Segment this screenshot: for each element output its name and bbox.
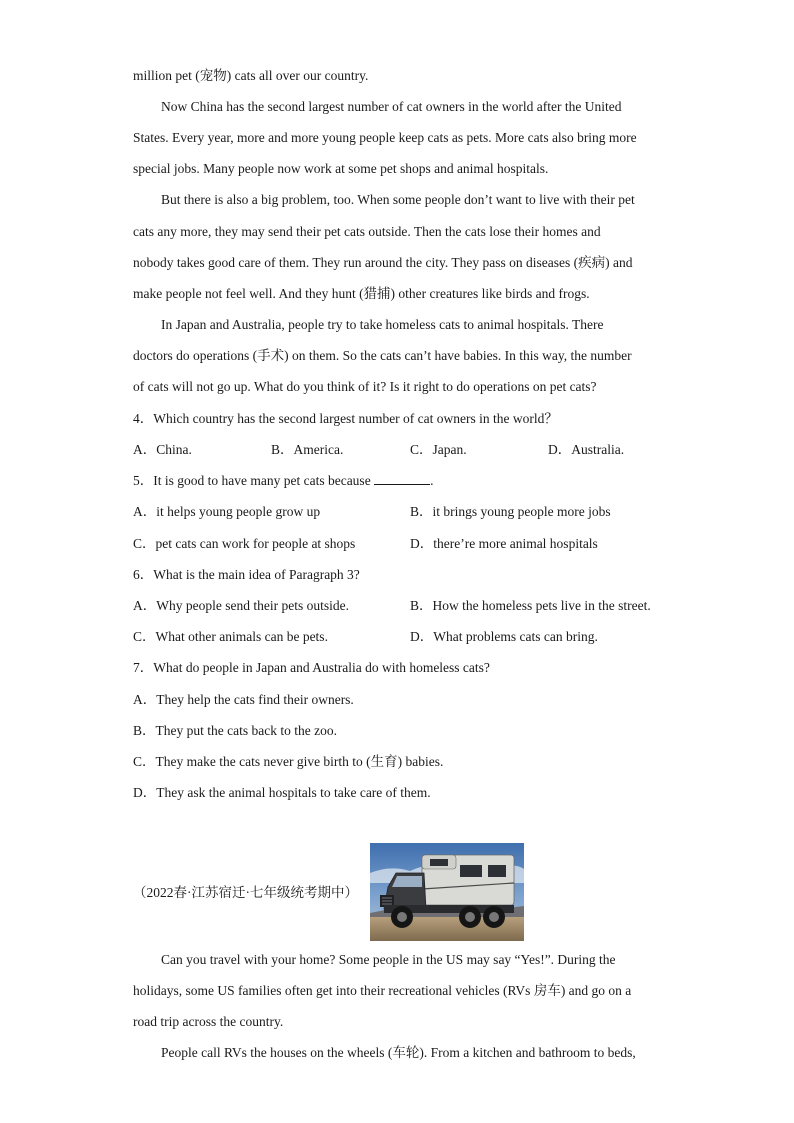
- source-label: （2022春·江苏宿迁·七年级统考期中）: [133, 885, 358, 900]
- question-stem: [133, 471, 433, 491]
- option-a[interactable]: A．it helps young people grow up: [133, 504, 321, 519]
- option-c[interactable]: C．pet cats can work for people at shops: [133, 536, 356, 551]
- option-b[interactable]: B．They put the cats back to the zoo.: [133, 723, 337, 738]
- passage-line: Now China has the second largest number of cat owners in the world after the United: [161, 99, 622, 114]
- passage-line: special jobs. Many people now work at some pet shops and animal hospitals.: [133, 161, 549, 176]
- passage-line: of cats will not go up. What do you think of it? Is it right to do operations on pet cats?: [133, 379, 597, 394]
- passage-line: doctors do operations (手术) on them. So the cats can’t have babies. In this way, the number: [133, 348, 632, 363]
- question-stem-text: 5．It is good to have many pet cats because: [133, 473, 375, 488]
- option-d[interactable]: D．They ask the animal hospitals to take care of them.: [133, 785, 431, 800]
- option-b[interactable]: B．it brings young people more jobs: [410, 504, 611, 519]
- option-a[interactable]: A．China.: [133, 442, 192, 457]
- passage-line: make people not feel well. And they hunt (猎捕) other creatures like birds and frogs.: [133, 286, 590, 301]
- passage-line: Can you travel with your home? Some people in the US may say “Yes!”. During the: [161, 952, 616, 967]
- passage-line: million pet (宠物) cats all over our country.: [133, 68, 369, 83]
- option-a[interactable]: A．Why people send their pets outside.: [133, 598, 349, 613]
- option-a[interactable]: A．They help the cats find their owners.: [133, 692, 354, 707]
- passage-line: nobody takes good care of them. They run around the city. They pass on diseases (疾病) and: [133, 255, 633, 270]
- question-stem: 4．Which country has the second largest number of cat owners in the world？: [133, 411, 558, 426]
- question-stem: 7．What do people in Japan and Australia do with homeless cats?: [133, 660, 490, 675]
- question-stem-end: .: [430, 473, 434, 488]
- passage-line: In Japan and Australia, people try to take homeless cats to animal hospitals. There: [161, 317, 604, 332]
- passage-line: road trip across the country.: [133, 1014, 284, 1029]
- option-c[interactable]: C．What other animals can be pets.: [133, 629, 328, 644]
- option-b[interactable]: B．America.: [271, 442, 344, 457]
- option-d[interactable]: D．Australia.: [548, 442, 625, 457]
- rv-truck-image: [370, 843, 524, 941]
- question-stem: 6．What is the main idea of Paragraph 3?: [133, 567, 360, 582]
- passage-line: States. Every year, more and more young people keep cats as pets. More cats also bring more: [133, 130, 637, 145]
- passage-line: But there is also a big problem, too. When some people don’t want to live with their pet: [161, 192, 635, 207]
- option-d[interactable]: D．What problems cats can bring.: [410, 629, 598, 644]
- passage-line: holidays, some US families often get into their recreational vehicles (RVs 房车) and go on a: [133, 983, 632, 998]
- passage-line: People call RVs the houses on the wheels (车轮). From a kitchen and bathroom to beds,: [161, 1045, 636, 1060]
- option-c[interactable]: C．Japan.: [410, 442, 467, 457]
- option-d[interactable]: D．there’re more animal hospitals: [410, 536, 598, 551]
- option-c[interactable]: C．They make the cats never give birth to (生育) babies.: [133, 754, 444, 769]
- option-b[interactable]: B．How the homeless pets live in the street.: [410, 598, 651, 613]
- passage-line: cats any more, they may send their pet cats outside. Then the cats lose their homes and: [133, 224, 601, 239]
- answer-blank[interactable]: [374, 472, 430, 485]
